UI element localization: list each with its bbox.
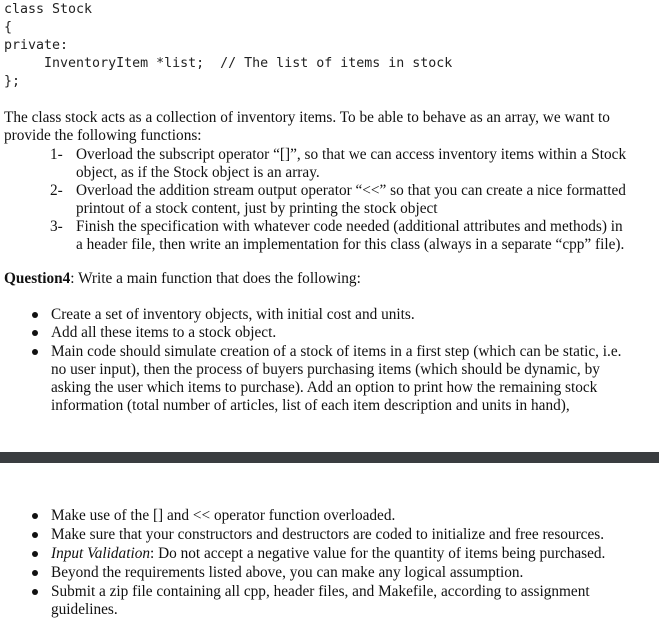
bullet-line: guidelines. — [51, 601, 118, 618]
bullet-line: Add all these items to a stock object. — [51, 324, 277, 341]
code-line-brace-close: }; — [4, 74, 21, 89]
numbered-item — [50, 218, 650, 254]
bullet-line: Create a set of inventory objects, with initial cost and units. — [51, 306, 415, 323]
bullet-line: Make use of the [] and << operator function overloaded. — [51, 507, 396, 524]
intro-line-1: The class stock acts as a collection of inventory items. To be able to behave as an array, we want to — [4, 109, 610, 126]
numbered-item-line: a header file, then write an implementation for this class (always in a separate “cpp” file). — [76, 236, 625, 253]
code-line-class: class Stock — [4, 2, 93, 17]
input-validation-text: : Do not accept a negative value for the quantity of items being purchased. — [150, 545, 606, 562]
code-line-brace-open: { — [4, 20, 13, 35]
code-line-list: InventoryItem *list; // The list of items in stock — [4, 56, 453, 71]
numbered-item-number: 2- — [50, 182, 63, 199]
bullet-line: Submit a zip file containing all cpp, header files, and Makefile, according to assignment — [51, 583, 590, 600]
numbered-item-number: 1- — [50, 146, 63, 163]
numbered-item-number: 3- — [50, 218, 63, 235]
bullet-item — [32, 306, 652, 324]
numbered-item-line: Finish the specification with whatever code needed (additional attributes and methods) in — [76, 218, 623, 235]
bullet-item — [32, 583, 652, 619]
input-validation-label: Input Validation — [51, 545, 151, 562]
bullet-line: no user input), then the process of buyers purchasing items (which should be dynamic, by — [51, 361, 600, 378]
page-break-gap — [0, 463, 659, 493]
bullet-line: Main code should simulate creation of a stock of items in a first step (which can be static, i.e. — [51, 343, 622, 360]
bullet-dot — [32, 513, 38, 519]
bullet-line: Make sure that your constructors and destructors are coded to initialize and free resources. — [51, 526, 605, 543]
bullet-line: information (total number of articles, list of each item description and units in hand), — [51, 397, 570, 414]
bullet-item — [32, 526, 652, 544]
bullet-line: asking the user which items to purchase). Add an option to print how the remaining stock — [51, 379, 598, 396]
numbered-item-line: object, as if the Stock object is an array. — [76, 164, 320, 181]
question-label: Question4 — [4, 270, 71, 287]
numbered-item-line: printout of a stock content, just by printing the stock object — [76, 200, 438, 217]
numbered-item-line: Overload the addition stream output operator “<<” so that you can create a nice formatted — [76, 182, 626, 199]
bullet-dot — [32, 551, 38, 557]
bullet-item — [32, 343, 652, 415]
bullet-line — [51, 545, 651, 563]
question-heading — [4, 270, 361, 288]
bullet-dot — [32, 330, 38, 336]
bullet-line: Beyond the requirements listed above, you can make any logical assumption. — [51, 564, 524, 581]
bullet-dot — [32, 589, 38, 595]
page-break-divider — [0, 452, 659, 463]
numbered-item — [50, 146, 650, 182]
bullet-item — [32, 324, 652, 342]
bullet-item — [32, 545, 652, 563]
bullet-item — [32, 507, 652, 525]
question-text: : Write a main function that does the following: — [70, 270, 361, 287]
code-line-private: private: — [4, 38, 69, 53]
intro-line-2: provide the following functions: — [4, 127, 202, 144]
bullet-dot — [32, 312, 38, 318]
bullet-dot — [32, 349, 38, 355]
bullet-dot — [32, 532, 38, 538]
numbered-item — [50, 182, 650, 218]
bullet-dot — [32, 570, 38, 576]
bullet-item — [32, 564, 652, 582]
numbered-item-line: Overload the subscript operator “[]”, so that we can access inventory items within a Stock — [76, 146, 627, 163]
